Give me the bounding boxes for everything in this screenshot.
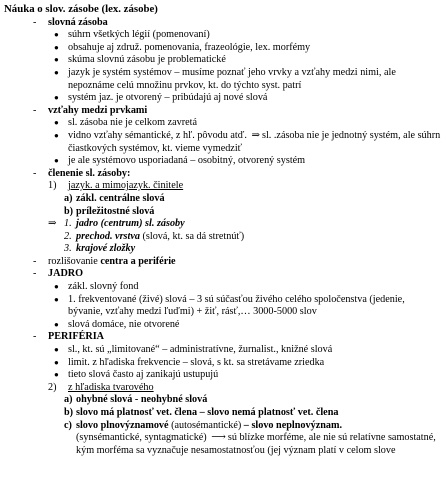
list-item: ● súhrn všetkých légií (pomenovaní)	[54, 29, 210, 41]
list-item: ● jazyk je systém systémov – musíme poznať jeho vrvky a vzťahy medzi nimi, ale nepoznáme celú množinu prvkov, kt. do týchto syst. patrí	[54, 66, 396, 91]
list-item: b) slovo má platnosť vet. člena – slovo nemá platnosť vet. člena	[64, 407, 339, 418]
list-item: c) slovo plnovýznamové (autosémantické) – slovo neplnovýznam. (synsémantické, syntagmatické) ⟶ sú blízke morféme, ale nie sú relatívne samostatné, kým morféma sa vyznačuje nesamostatnosťou (jej význam platí v celom slove	[64, 419, 436, 456]
section-vztahy	[4, 105, 442, 168]
bullet-icon: ●	[54, 55, 59, 65]
bullet-icon: ●	[54, 282, 59, 292]
section-heading: JADRO	[48, 268, 84, 280]
list-item: 1) jazyk. a mimojazyk. činitele a) zákl. centrálne slová b) príležitostné slová ⇒ 1. jadro (centrum) sl. zásoby 2. prechod. vrstva (slová, kt. sa dá stretnúť) 3. krajové zložky	[4, 180, 442, 256]
number-marker: 1)	[48, 180, 57, 192]
numbered-list	[48, 180, 442, 256]
bullet-icon: ●	[54, 319, 59, 329]
sublist	[48, 281, 442, 331]
list-item: b) príležitostné slová	[64, 205, 155, 217]
list-item: 2) z hľadiska tvarového a) ohybné slová - neohybné slová b) slovo má platnosť vet. člena – slovo nemá platnosť vet. člena c) slovo plnovýznamové (autosémantické) – slovo neplnovýznam. (synsémantické, syntagmatické) ⟶ sú blízke morféme, ale nie sú relatívne samostatné, kým morféma sa vyznačuje nesamostatnosťou (jej význam platí v celom slove	[4, 382, 442, 458]
list-item: ● sl. zásoba nie je celkom zavretá	[54, 117, 197, 129]
list-item: a) ohybné slová - neohybné slová	[64, 394, 208, 406]
lettered-list	[64, 394, 442, 457]
section-jadro	[4, 268, 442, 331]
arrow-icon: ⇒	[251, 129, 260, 141]
number-marker: 2)	[48, 381, 57, 393]
list-item: ● skúma slovnú zásobu je problematické	[54, 54, 226, 66]
sublist	[48, 344, 442, 382]
dash-marker: -	[33, 331, 37, 343]
section-slovna-zasoba	[4, 17, 442, 105]
section-heading: vzťahy medzi prvkami	[48, 104, 148, 116]
page-title: Náuka o slov. zásobe (lex. zásobe)	[4, 3, 158, 15]
section-clenenie	[4, 168, 442, 256]
list-item: 2. prechod. vrstva (slová, kt. sa dá stretnúť)	[64, 230, 245, 242]
bullet-icon: ●	[54, 30, 59, 40]
section-periferia	[4, 331, 442, 457]
list-item: ● vidno vzťahy sémantické, z hľ. pôvodu atď. ⇒ sl. .zásoba nie je jednotný systém, ale súhrn čiastkových systémov, kt. vieme vymedziť	[54, 129, 441, 154]
bullet-icon: ●	[54, 67, 59, 77]
list-item: a) zákl. centrálne slová	[64, 192, 165, 204]
section-rozlisovanie: - rozlišovanie centra a periférie	[33, 255, 176, 267]
list-item: ● je ale systémovo usporiadaná – osobitný, otvorený systém	[54, 155, 306, 167]
bullet-icon: ●	[54, 42, 59, 52]
arrow-icon: ⟶	[211, 432, 226, 444]
sublist	[48, 29, 442, 105]
bullet-icon: ●	[54, 156, 59, 166]
bullet-icon: ●	[54, 130, 59, 140]
section-heading: členenie sl. zásoby:	[48, 167, 131, 179]
bullet-icon: ●	[54, 93, 59, 103]
section-heading: slovná zásoba	[48, 16, 108, 28]
main-list	[4, 17, 442, 458]
dash-marker: -	[33, 255, 37, 267]
sublist	[48, 117, 442, 167]
dash-marker: -	[33, 16, 37, 28]
dash-marker: -	[33, 268, 37, 280]
bullet-icon: ●	[54, 118, 59, 128]
list-item: 3. krajové zložky	[64, 243, 136, 255]
dash-marker: -	[33, 167, 37, 179]
list-item: ● limit. z hľadiska frekvencie – slová, s kt. sa stretávame zriedka	[54, 356, 325, 368]
list-item: ● slová domáce, nie otvorené	[54, 318, 180, 330]
bullet-icon: ●	[54, 370, 59, 380]
dash-marker: -	[33, 104, 37, 116]
list-item: ⇒ 1. jadro (centrum) sl. zásoby	[48, 218, 185, 230]
arrow-icon: ⇒	[48, 218, 57, 230]
list-item: ● obsahuje aj združ. pomenovania, frazeológie, lex. morfémy	[54, 41, 311, 53]
list-item: ● tieto slová často aj zanikajú ustupujú	[54, 369, 219, 381]
bullet-icon: ●	[54, 294, 59, 304]
section-heading: PERIFÉRIA	[48, 331, 105, 343]
bullet-icon: ●	[54, 357, 59, 367]
list-item: ● systém jaz. je otvorený – pribúdajú aj nové slová	[54, 92, 268, 104]
list-item: ● 1. frekventované (živé) slová – 3 sú súčasťou živého celého spoločenstva (jedenie, bývanie, vzťahy medzi ľuďmi) + žiť, rásť,… 3000-5000 slov	[54, 293, 405, 318]
bullet-icon: ●	[54, 345, 59, 355]
lettered-list	[48, 192, 442, 256]
list-item: ● sl., kt. sú „limitované“ – administratívne, žurnalist., knižné slová	[54, 344, 333, 356]
list-item: ● zákl. slovný fond	[54, 281, 139, 293]
numbered-list	[48, 382, 442, 458]
